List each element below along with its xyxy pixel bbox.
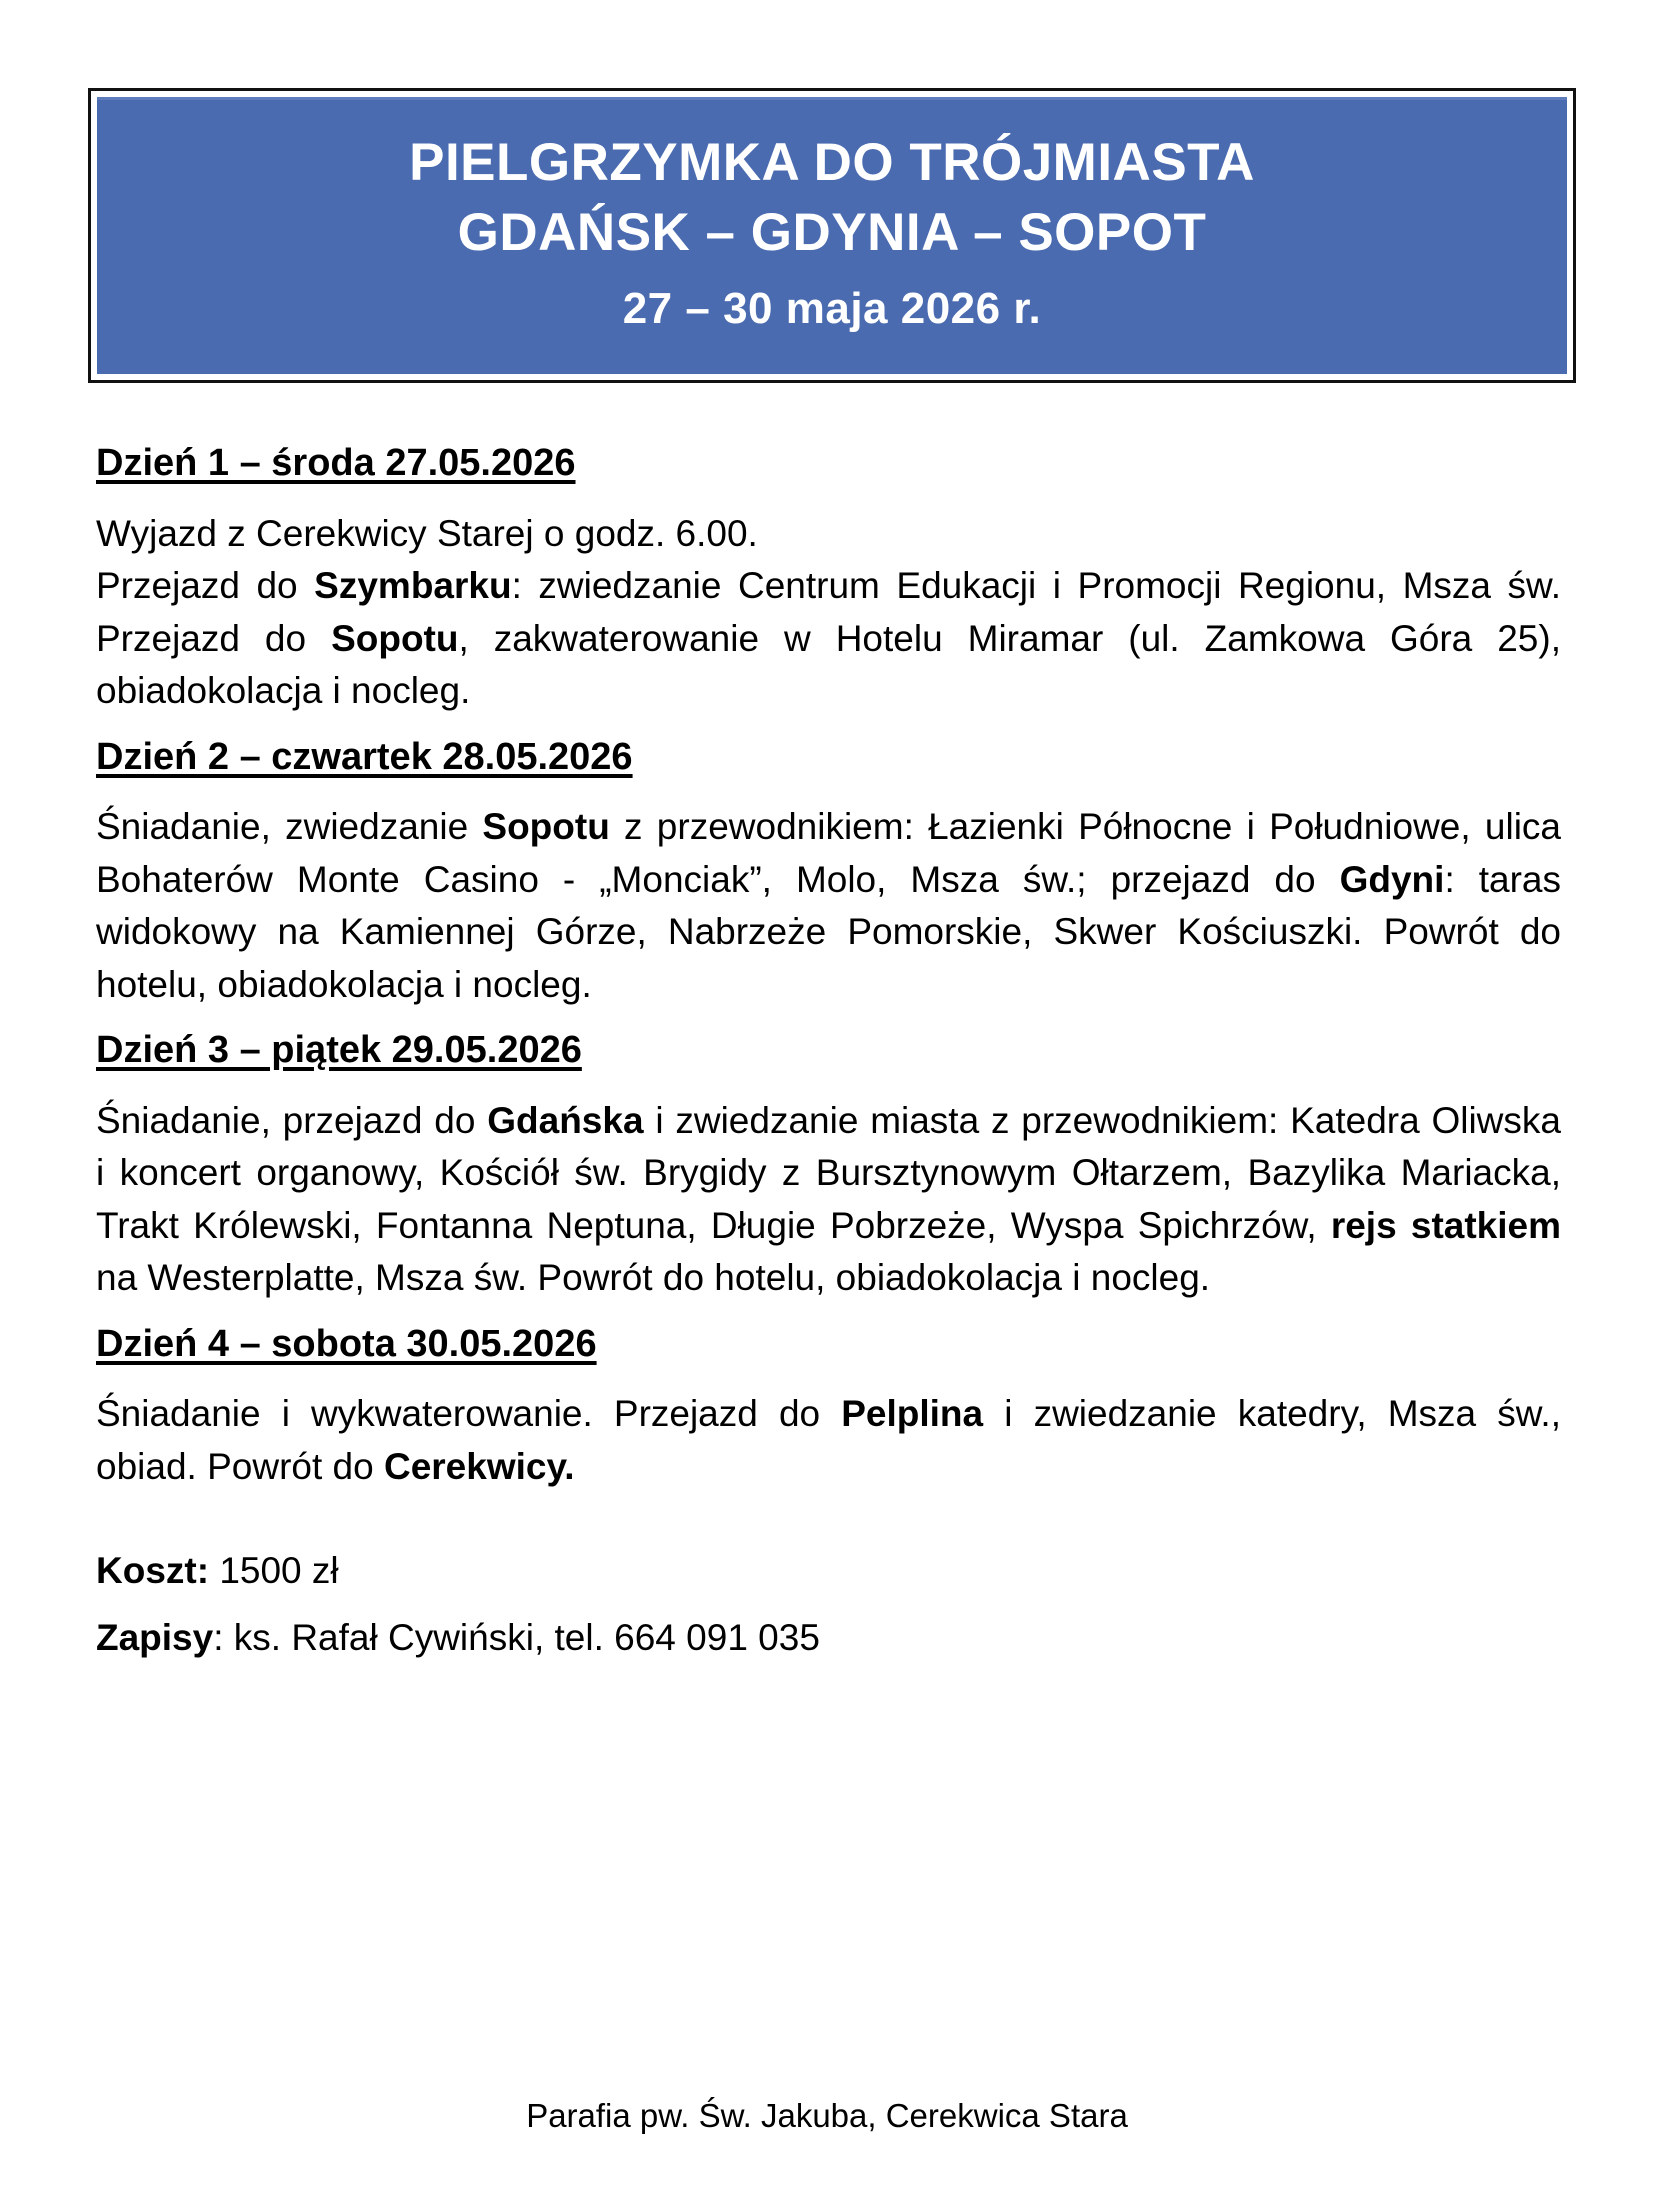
body-text: , zakwaterowanie w Hotelu Miramar (ul. Zamkowa Góra 25), obiadokolacja i nocleg. [96, 617, 1561, 712]
body-text: : zwiedzanie Centrum Edukacji i Promocji Regionu, Msza św. Przejazd do [96, 565, 1561, 659]
signup-value: : ks. Rafał Cywiński, tel. 664 091 035 [213, 1616, 820, 1658]
emphasis-text: rejs statkiem [1330, 1204, 1562, 1246]
body-text: i zwiedzanie miasta z przewodnikiem: Katedra Oliwska i koncert organowy, Kościół św. Brygidy z Bursztynowym Ołtarzem, Bazylika Mariacka, Trakt Królewski, Fontanna Neptuna, Długie Pobrzeże, Wyspa Spichrzów, [96, 1099, 1561, 1246]
cost-line [96, 1545, 1561, 1598]
cost-value: 1500 zł [209, 1550, 339, 1592]
emphasis-text: Pelplina [841, 1393, 984, 1435]
body-text: z przewodnikiem: Łazienki Północne i Południowe, ulica Bohaterów Monte Casino - „Monciak”, Molo, Msza św.; przejazd do [96, 806, 1561, 900]
emphasis-text: Szymbarku [314, 565, 512, 607]
emphasis-text: Sopotu [482, 806, 610, 848]
body-text: Wyjazd z Cerekwicy Starej o godz. 6.00. [96, 512, 758, 554]
cost-label: Koszt: [96, 1550, 210, 1592]
emphasis-text: Sopotu [331, 617, 459, 659]
day-body-4 [96, 1388, 1561, 1493]
day-body-2 [96, 801, 1561, 1011]
day-block-1 [96, 440, 1561, 718]
emphasis-text: Gdyni [1339, 858, 1445, 900]
title-line-2: GDAŃSK – GDYNIA – SOPOT [457, 202, 1207, 262]
title-line-3-dates: 27 – 30 maja 2026 r. [622, 283, 1042, 333]
day-heading-1: Dzień 1 – środa 27.05.2026 [96, 442, 576, 484]
day-body-1 [96, 508, 1561, 718]
body-text: Przejazd do [96, 565, 315, 607]
day-heading-4: Dzień 4 – sobota 30.05.2026 [96, 1322, 597, 1365]
emphasis-text: Gdańska [487, 1099, 644, 1141]
title-banner [88, 88, 1576, 383]
signup-label: Zapisy [96, 1616, 214, 1658]
day-heading-2: Dzień 2 – czwartek 28.05.2026 [96, 735, 633, 778]
emphasis-text: Cerekwicy. [383, 1445, 575, 1487]
body-text: : taras widokowy na Kamiennej Górze, Nabrzeże Pomorskie, Skwer Kościuszki. Powrót do hotelu, obiadokolacja i nocleg. [96, 858, 1561, 1005]
title-banner-inner [97, 97, 1567, 374]
info-block [96, 1545, 1561, 1664]
title-line-1: PIELGRZYMKA DO TRÓJMIASTA [409, 133, 1255, 192]
signup-line [96, 1612, 1561, 1665]
body-text: Śniadanie, zwiedzanie [96, 806, 483, 848]
day-body-3 [96, 1095, 1561, 1305]
day-block-2 [96, 734, 1561, 1012]
day-block-4 [96, 1321, 1561, 1494]
body-text: i zwiedzanie katedry, Msza św., obiad. Powrót do [96, 1393, 1561, 1487]
day-block-3 [96, 1027, 1561, 1305]
day-heading-3: Dzień 3 – piątek 29.05.2026 [96, 1029, 582, 1072]
body-text: Śniadanie, przejazd do [96, 1099, 488, 1141]
itinerary-content [96, 440, 1561, 1679]
body-text: na Westerplatte, Msza św. Powrót do hotelu, obiadokolacja i nocleg. [96, 1257, 1211, 1299]
parish-footer: Parafia pw. Św. Jakuba, Cerekwica Stara [526, 2097, 1128, 2134]
body-text: Śniadanie i wykwaterowanie. Przejazd do [96, 1393, 842, 1435]
